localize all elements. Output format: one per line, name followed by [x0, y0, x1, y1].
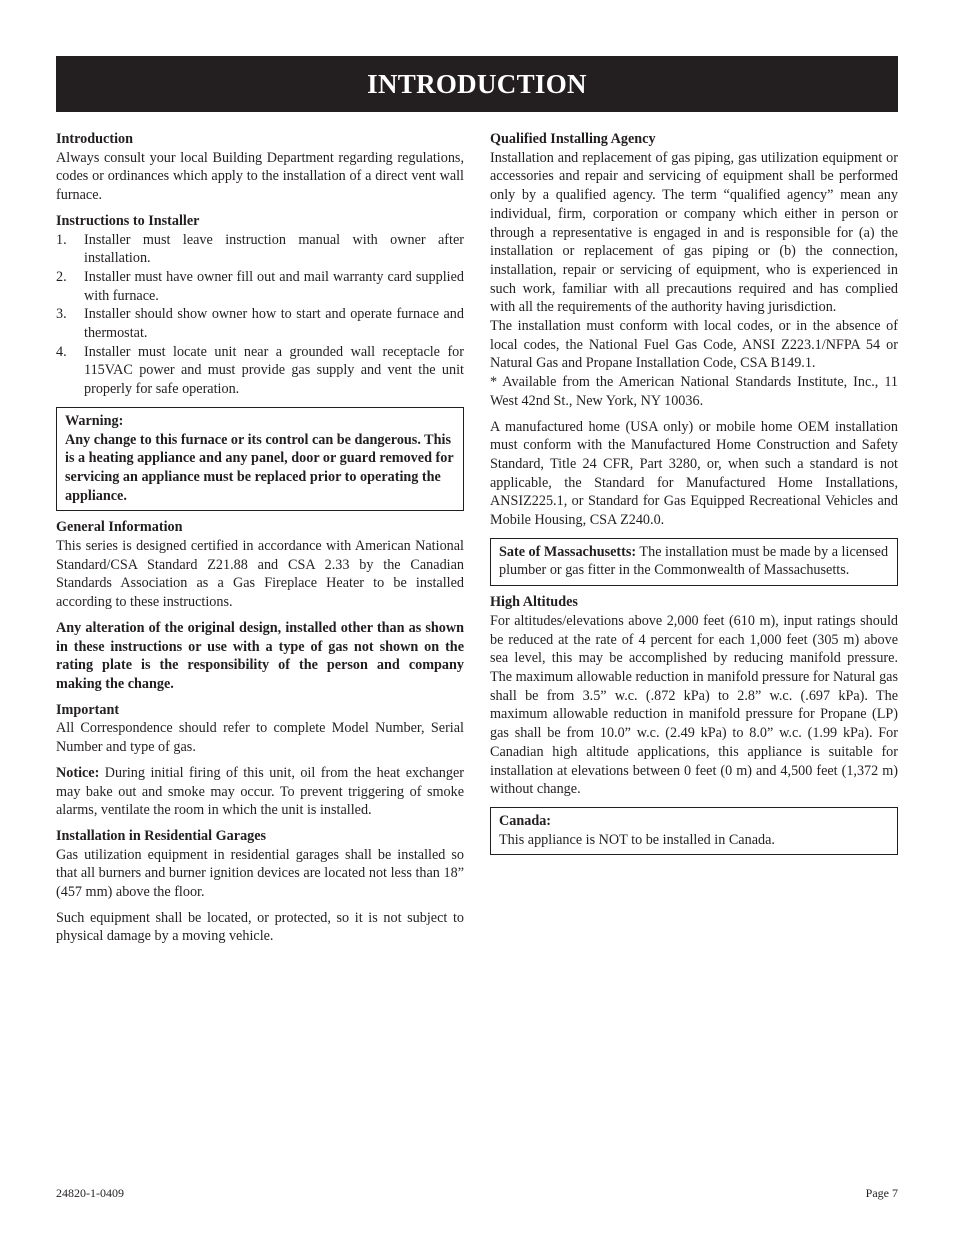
high-altitudes-section [490, 593, 898, 799]
warning-heading: Warning: [65, 412, 124, 429]
notice-label: Notice: [56, 764, 100, 781]
notice-paragraph [56, 764, 464, 820]
alteration-statement: Any alteration of the original design, installed other than as shown in these instructions or use with a type of gas not shown on the rating plate is the responsibility of the person and company making the change. [56, 619, 464, 692]
important-body: All Correspondence should refer to complete Model Number, Serial Number and type of gas. [56, 720, 464, 756]
warning-box [56, 407, 464, 512]
list-item-number: 4. [56, 343, 67, 360]
residential-garages-heading: Installation in Residential Garages [56, 827, 267, 844]
qualified-agency-heading: Qualified Installing Agency [490, 131, 656, 147]
massachusetts-label: Sate of Massachusetts: [499, 543, 637, 560]
general-information-section [56, 518, 464, 693]
list-item-text: Installer must have owner fill out and mail warranty card supplied with furnace. [84, 268, 464, 304]
document-number: 24820-1-0409 [56, 1186, 124, 1200]
list-item-number: 3. [56, 306, 67, 323]
high-altitudes-heading: High Altitudes [490, 594, 578, 611]
list-item-text: Installer must locate unit near a grounded wall receptacle for 115VAC power and must provide gas supply and vent the unit properly for safe operation. [84, 343, 464, 398]
qualified-agency-body-1: Installation and replacement of gas piping, gas utilization equipment or accessories and repair and servicing of equipment shall be performed only by a qualified agency. The term “qualified agency” mean any individual, firm, corporation or company which either in person or through a representative is engaged in and is responsible for (a) the installation or replacement of gas piping or (b) the connection, installation, repair or servicing of equipment, who is experienced in such work, familiar with all precautions required and has complied with all the requirements of the authority having jurisdiction. [490, 149, 898, 316]
list-item-text: Installer should show owner how to start and operate furnace and thermostat. [84, 306, 464, 342]
installer-instructions-section [56, 212, 464, 399]
important-section [56, 701, 464, 757]
notice-body: During initial firing of this unit, oil from the heat exchanger may bake out and smoke may occur. To prevent triggering of smoke alarms, ventilate the room in which the unit is installed. [56, 764, 464, 819]
canada-body: This appliance is NOT to be installed in Canada. [499, 831, 775, 848]
canada-heading: Canada: [499, 812, 552, 829]
high-altitudes-body: For altitudes/elevations above 2,000 feet (610 m), input ratings should be reduced at the rate of 4 percent for each 1,000 feet (305 m) above sea level, this may be accomplished by reducing manifold pressure. The maximum allowable reduction in manifold pressure for Natural gas shall be from 3.5” w.c. (.872 kPa) to 2.8” w.c. (.697 kPa). The maximum allowable reduction in manifold pressure for Propane (LP) gas shall be from 10.0” w.c. (2.49 kPa) to 8.0” w.c. (1.99 kPa). For Canadian high altitude applications, this appliance is suitable for installation at elevations between 0 feet (0 m) and 4,500 feet (1,372 m) without change. [490, 612, 898, 798]
canada-box [490, 807, 898, 855]
left-column [56, 130, 464, 953]
residential-garages-body-2: Such equipment shall be located, or protected, so it is not subject to physical damage by a moving vehicle. [56, 909, 464, 945]
residential-garages-body-1: Gas utilization equipment in residential garages shall be installed so that all burners and burner ignition devices are located not less than 18” (457 mm) above the floor. [56, 846, 464, 901]
ansi-availability-note: * Available from the American National Standards Institute, Inc., 11 West 42nd St., New York, NY 10036. [490, 374, 898, 409]
installer-instructions-heading: Instructions to Installer [56, 212, 200, 229]
warning-body: Any change to this furnace or its control can be dangerous. This is a heating appliance and any panel, door or guard removed for servicing an appliance must be replaced prior to operating the appliance. [65, 431, 454, 504]
right-column [490, 130, 898, 862]
manufactured-home-body: A manufactured home (USA only) or mobile home OEM installation must conform with the Manufactured Home Construction and Safety Standard, Title 24 CFR, Part 3280, or, when such a standard is not applicable, the Standard for Manufactured Home Installations, ANSIZ225.1, or Standard for Gas Equipped Recreational Vehicles and Mobile Housing, CSA Z240.0. [490, 418, 898, 529]
introduction-heading: Introduction [56, 131, 133, 147]
massachusetts-paragraph [499, 543, 889, 580]
list-item [56, 305, 464, 342]
list-item-number: 1. [56, 231, 67, 248]
important-heading: Important [56, 701, 120, 718]
massachusetts-body: The installation must be made by a licensed plumber or gas fitter in the Commonwealth of Massachusetts. [499, 543, 889, 579]
list-item-number: 2. [56, 268, 67, 285]
general-information-body: This series is designed certified in accordance with American National Standard/CSA Standard Z21.88 and CSA 2.33 by the Canadian Standards Association as a Gas Fireplace Heater to be installed according to these instructions. [56, 538, 464, 611]
introduction-section [56, 130, 464, 205]
list-item-text: Installer must leave instruction manual with owner after installation. [84, 231, 464, 267]
massachusetts-box [490, 538, 898, 586]
qualified-agency-body-2: The installation must conform with local codes, or in the absence of local codes, the National Fuel Gas Code, ANSI Z223.1/NFPA 54 or Natural Gas and Propane Installation Code, CSA B149.1. [490, 318, 898, 372]
page-title: INTRODUCTION [367, 68, 587, 99]
qualified-agency-section [490, 130, 898, 530]
page-header-banner [56, 56, 898, 112]
general-information-heading: General Information [56, 519, 183, 536]
list-item [56, 343, 464, 399]
installer-instructions-list [56, 231, 464, 399]
residential-garages-section [56, 827, 464, 946]
list-item [56, 268, 464, 305]
notice-section [56, 764, 464, 820]
list-item [56, 231, 464, 268]
introduction-body: Always consult your local Building Department regarding regulations, codes or ordinances which apply to the installation of a direct vent wall furnace. [56, 149, 464, 204]
page-number: Page 7 [865, 1186, 898, 1200]
